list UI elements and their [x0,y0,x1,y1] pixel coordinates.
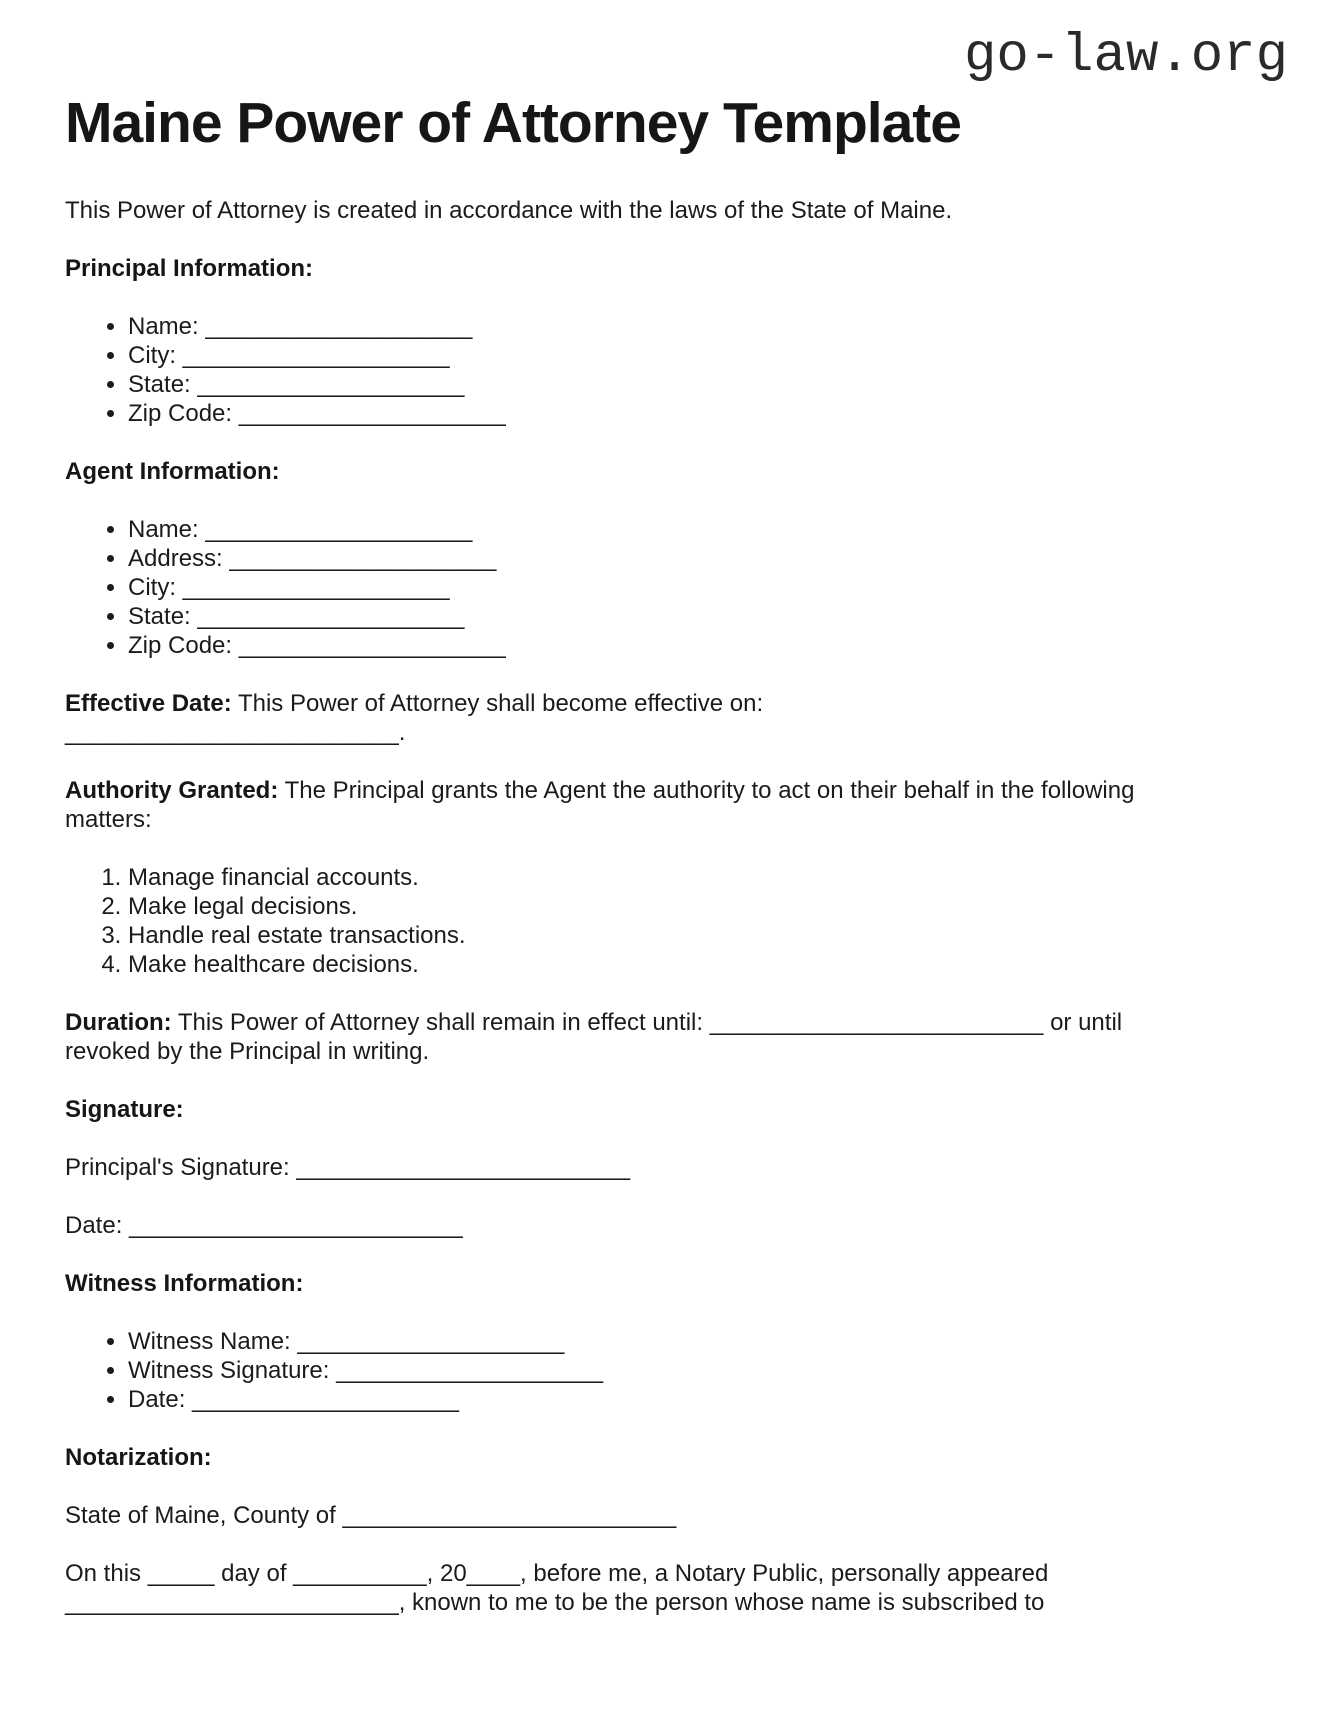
site-logo: go-law.org [963,26,1288,87]
authority-granted-text: The Principal grants the Agent the authority to act on their behalf in the following matters: [65,777,1135,833]
page-title: Maine Power of Attorney Template [65,91,961,155]
duration-text: This Power of Attorney shall remain in effect until: [177,1009,704,1036]
principal-city-line: • City: ____________________ [128,341,1185,370]
witness-information-list [65,1327,1185,1414]
duration-continuation: or until revoked by the Principal in writing. [65,1009,1123,1065]
notary-acknowledgment-line-1: On this _____ day of __________, 20____, before me, a Notary Public, personally appeared [65,1560,1049,1587]
agent-information-list [65,515,1185,660]
duration-blank: _________________________ [709,1009,1044,1036]
intro-paragraph: This Power of Attorney is created in accordance with the laws of the State of Maine. [65,197,953,224]
effective-date-paragraph [65,689,1185,747]
principal-name-line: • Name: ____________________ [128,312,1185,341]
notary-acknowledgment-paragraph [65,1559,1185,1617]
notary-acknowledgment-line-2: _________________________, known to me to be the person whose name is subscribed to [65,1589,1045,1616]
authority-list [65,863,1185,979]
notarization-heading: Notarization: [65,1444,212,1471]
agent-city-line: • City: ____________________ [128,573,1185,602]
authority-item-healthcare: 4. Make healthcare decisions. [128,950,1185,979]
effective-date-text: This Power of Attorney shall become effective on: [237,690,764,717]
authority-item-real-estate: 3. Handle real estate transactions. [128,921,1185,950]
witness-information-heading: Witness Information: [65,1270,304,1297]
page-header [0,28,1331,86]
authority-item-legal: 2. Make legal decisions. [128,892,1185,921]
agent-address-line: • Address: ____________________ [128,544,1185,573]
agent-zip-line: • Zip Code: ____________________ [128,631,1185,660]
signature-heading: Signature: [65,1096,184,1123]
principal-signature-line: Principal's Signature: _________________________ [65,1154,631,1181]
duration-paragraph [65,1008,1185,1066]
witness-date-line: • Date: ____________________ [128,1385,1185,1414]
effective-date-label: Effective Date: [65,690,232,717]
principal-information-heading: Principal Information: [65,255,314,282]
agent-information-heading: Agent Information: [65,458,280,485]
duration-label: Duration: [65,1009,172,1036]
agent-name-line: • Name: ____________________ [128,515,1185,544]
notarization-county-line: State of Maine, County of _________________________ [65,1502,677,1529]
agent-state-line: • State: ____________________ [128,602,1185,631]
effective-date-blank: _________________________. [65,719,406,746]
witness-signature-line: • Witness Signature: ____________________ [128,1356,1185,1385]
authority-granted-label: Authority Granted: [65,777,279,804]
document-body [65,196,1185,1617]
witness-name-line: • Witness Name: ____________________ [128,1327,1185,1356]
principal-state-line: • State: ____________________ [128,370,1185,399]
authority-granted-paragraph [65,776,1185,834]
signature-date-line: Date: _________________________ [65,1212,463,1239]
authority-item-financial: 1. Manage financial accounts. [128,863,1185,892]
principal-zip-line: • Zip Code: ____________________ [128,399,1185,428]
principal-information-list [65,312,1185,428]
